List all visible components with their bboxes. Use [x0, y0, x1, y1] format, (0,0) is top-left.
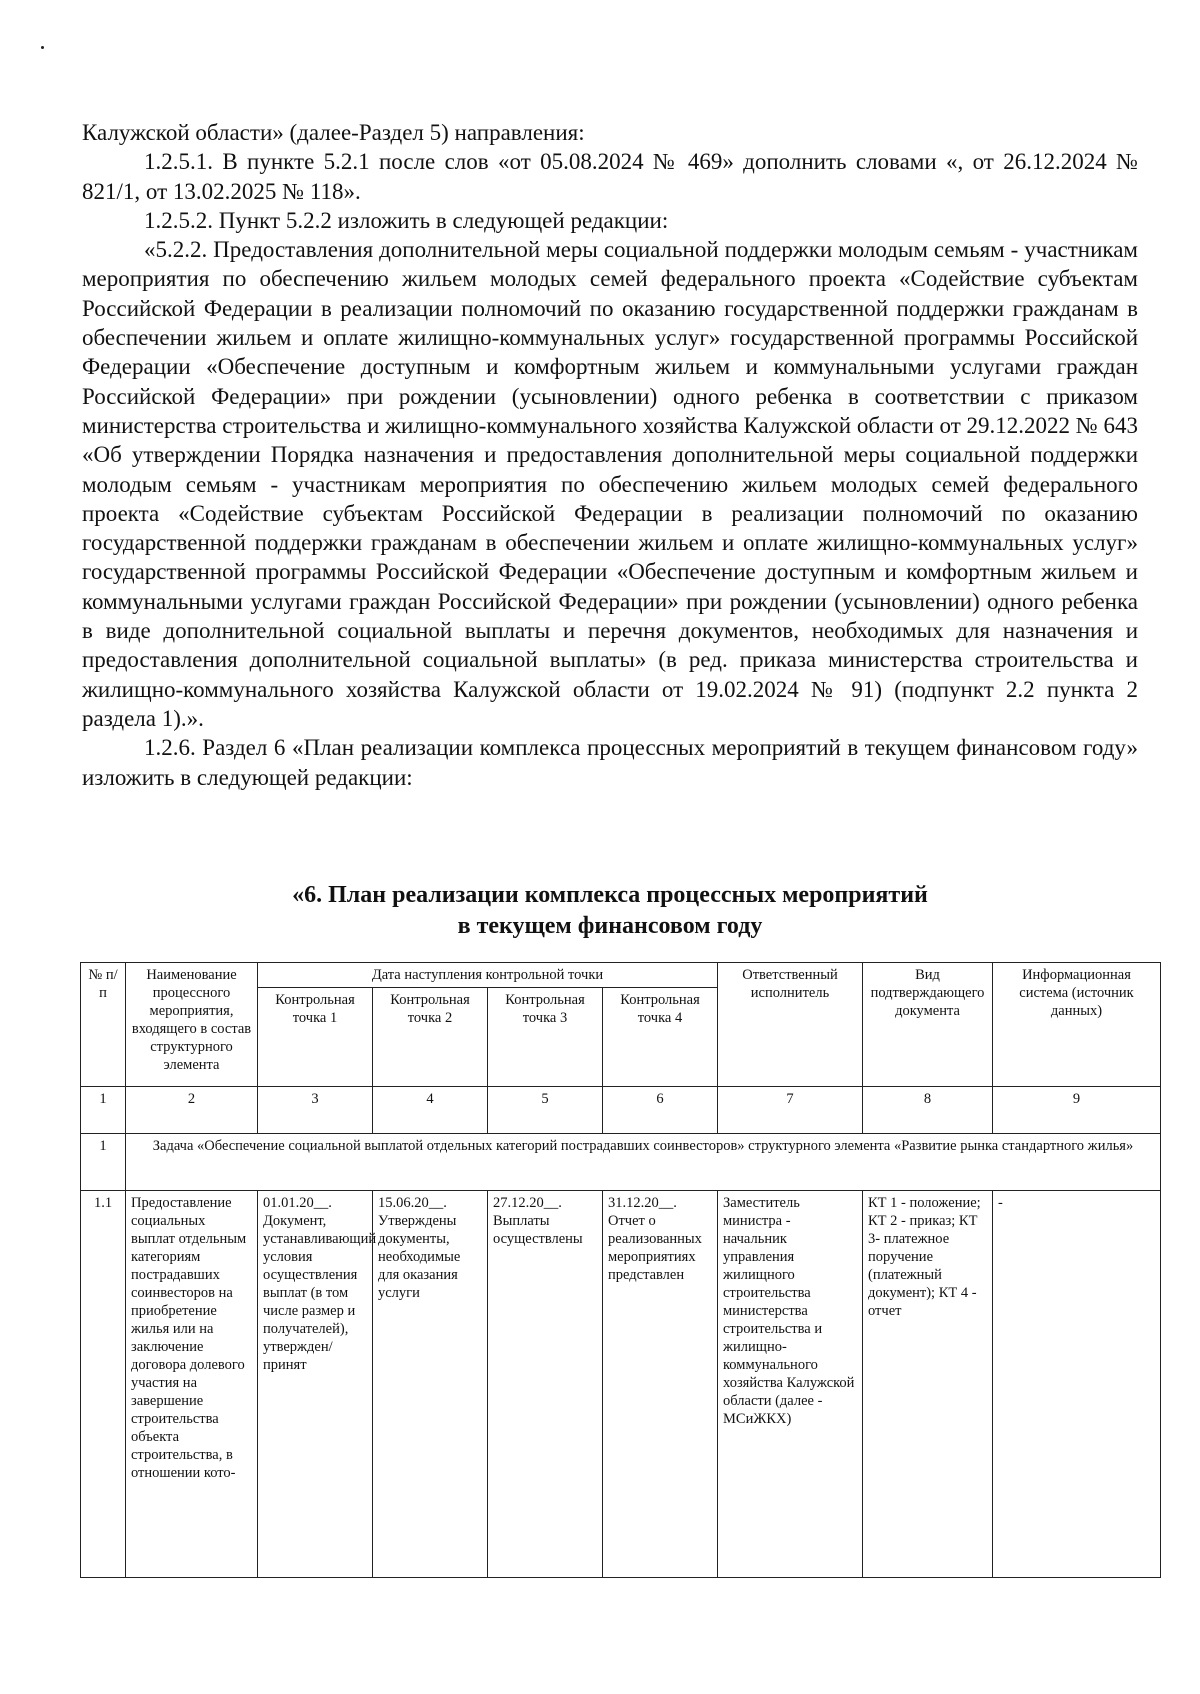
heading-line: «6. План реализации комплекса процессных мероприятий — [292, 882, 928, 908]
row-responsible: Заместитель министра - начальник управления жилищного строительства министерства строительства и жилищно-коммунального хозяйства Калужской области (далее - МСиЖКХ) — [718, 1191, 863, 1578]
header-row — [81, 963, 1161, 988]
column-number: 1 — [81, 1087, 126, 1134]
paragraph: Калужской области» (далее-Раздел 5) направления: — [82, 120, 585, 145]
header-date-group: Дата наступления контрольной точки — [258, 963, 718, 988]
paragraph: 1.2.5.2. Пункт 5.2.2 изложить в следующей редакции: — [144, 207, 669, 233]
column-number: 6 — [603, 1087, 718, 1134]
row-kt1: 01.01.20__. Документ, устанавливающий условия осуществления выплат (в том числе размер и получателей), утвержден/принят — [258, 1191, 373, 1578]
scan-speck — [41, 46, 44, 49]
header-kt1: Контрольная точка 1 — [258, 988, 373, 1087]
header-responsible: Ответственный исполнитель — [718, 963, 863, 1087]
column-number-row — [81, 1087, 1161, 1134]
column-number: 5 — [488, 1087, 603, 1134]
column-number: 8 — [863, 1087, 993, 1134]
plan-table — [80, 962, 1161, 1578]
header-kt3: Контрольная точка 3 — [488, 988, 603, 1087]
paragraph: «5.2.2. Предоставления дополнительной меры социальной поддержки молодым семьям - участникам мероприятия по обеспечению жильем молодых семей федерального проекта «Содействие субъектам Российской Федерации в реализации полномочий по оказанию государственной поддержки гражданам в обеспечении жильем и оплате жилищно-коммунальных услуг» государственной программы Российской Федерации «Обеспечение доступным и комфортным жильем и коммунальными услугами граждан Российской Федерации» при рождении (усыновлении) одного ребенка в соответствии с приказом министерства строительства и жилищно-коммунального хозяйства Калужской области от 29.12.2022 № 643 «Об утверждении Порядка назначения и предоставления дополнительной меры социальной поддержки молодым семьям - участникам мероприятия по обеспечению жильем молодых семей федерального проекта «Содействие субъектам Российской Федерации в реализации полномочий по оказанию государственной поддержки гражданам в обеспечении жильем и оплате жилищно-коммунальных услуг» государственной программы Российской Федерации «Обеспечение доступным и комфортным жильем и коммунальными услугами граждан Российской Федерации» при рождении (усыновлении) одного ребенка в виде дополнительной социальной выплаты и перечня документов, необходимых для назначения и предоставления дополнительной социальной выплаты» (в ред. приказа министерства строительства и жилищно-коммунального хозяйства Калужской области от 19.02.2024 № 91) (подпункт 2.2 пункта 2 раздела 1).». — [82, 237, 1138, 731]
row-kt2: 15.06.20__. Утверждены документы, необходимые для оказания услуги — [373, 1191, 488, 1578]
table-row — [81, 1191, 1161, 1578]
section-heading — [82, 880, 1138, 942]
row-num: 1.1 — [81, 1191, 126, 1578]
task-text: Задача «Обеспечение социальной выплатой отдельных категорий пострадавших соинвесторов» структурного элемента «Развитие рынка стандартного жилья» — [126, 1134, 1161, 1191]
column-number: 4 — [373, 1087, 488, 1134]
header-name: Наименование процессного мероприятия, входящего в состав структурного элемента — [126, 963, 258, 1087]
row-document: КТ 1 - положение; КТ 2 - приказ; КТ 3- платежное поручение (платежный документ); КТ 4 - отчет — [863, 1191, 993, 1578]
header-kt4: Контрольная точка 4 — [603, 988, 718, 1087]
header-document: Вид подтверждающего документа — [863, 963, 993, 1087]
column-number: 7 — [718, 1087, 863, 1134]
row-name: Предоставление социальных выплат отдельным категориям пострадавших соинвесторов на приобретение жилья или на заключение договора долевого участия на завершение строительства объекта строительства, в отношении кото- — [126, 1191, 258, 1578]
paragraph: 1.2.6. Раздел 6 «План реализации комплекса процессных мероприятий в текущем финансовом году» изложить в следующей редакции: — [82, 735, 1138, 790]
row-kt3: 27.12.20__. Выплаты осуществлены — [488, 1191, 603, 1578]
header-num: № п/п — [81, 963, 126, 1087]
row-info-system: - — [993, 1191, 1161, 1578]
row-kt4: 31.12.20__. Отчет о реализованных мероприятиях представлен — [603, 1191, 718, 1578]
header-kt2: Контрольная точка 2 — [373, 988, 488, 1087]
column-number: 9 — [993, 1087, 1161, 1134]
column-number: 2 — [126, 1087, 258, 1134]
paragraph: 1.2.5.1. В пункте 5.2.1 после слов «от 05.08.2024 № 469» дополнить словами «, от 26.12.2024 № 821/1, от 13.02.2025 № 118». — [82, 149, 1138, 204]
column-number: 3 — [258, 1087, 373, 1134]
heading-line: в текущем финансовом году — [457, 913, 763, 939]
task-num: 1 — [81, 1134, 126, 1191]
body-text — [82, 118, 1138, 792]
header-info-system: Информационная система (источник данных) — [993, 963, 1161, 1087]
task-row — [81, 1134, 1161, 1191]
